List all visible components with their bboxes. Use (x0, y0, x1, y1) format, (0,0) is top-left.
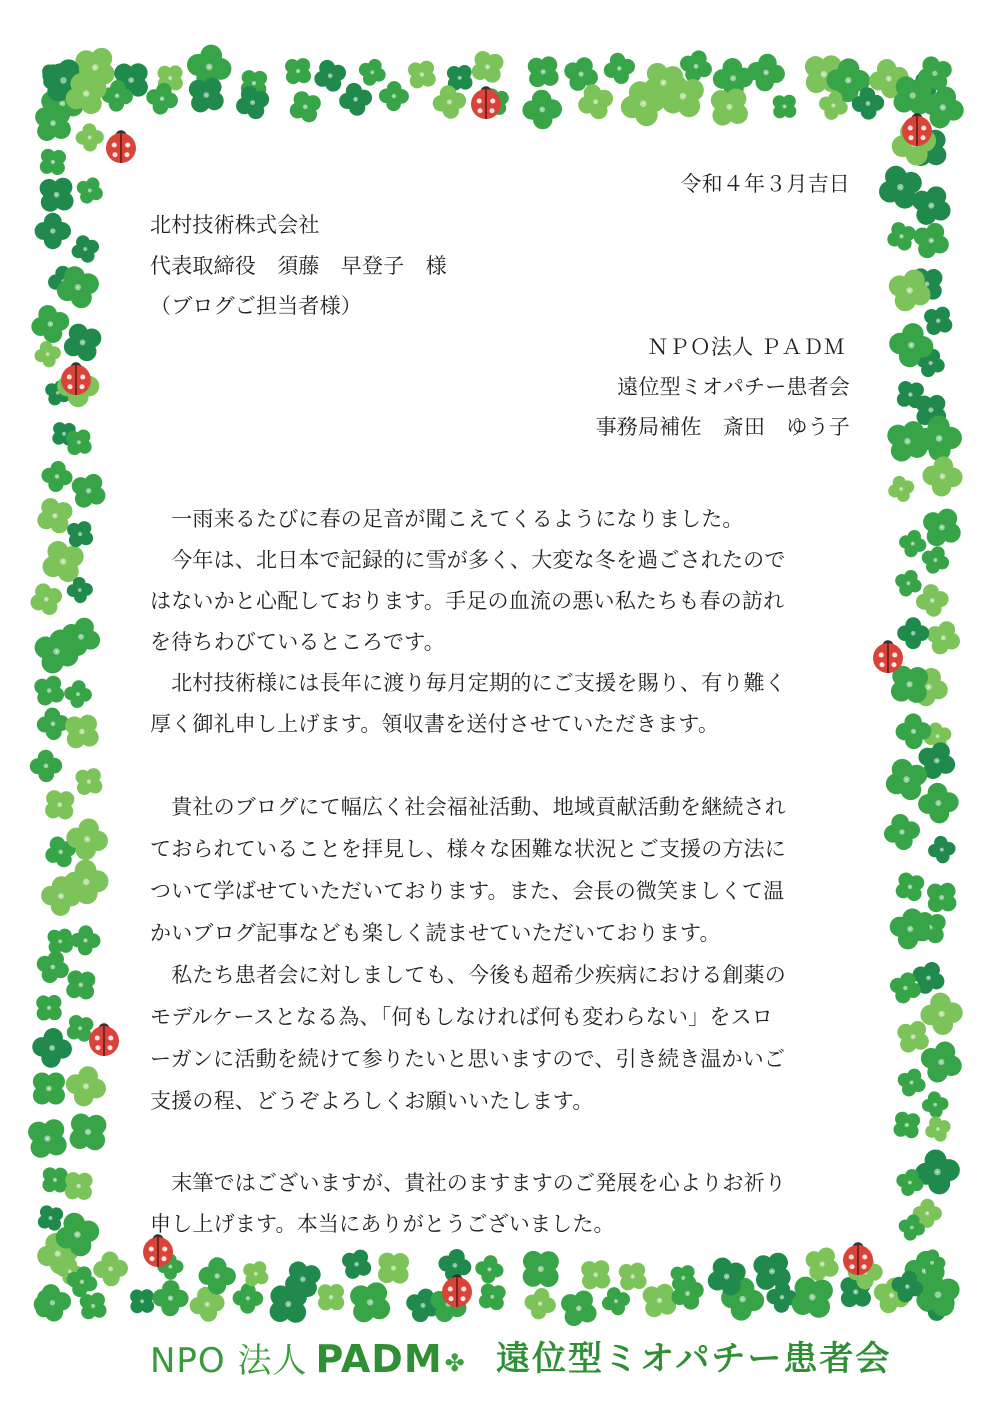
clover-icon (31, 1281, 74, 1324)
clover-icon (35, 706, 70, 741)
clover-icon (519, 47, 568, 96)
clover-icon (378, 81, 409, 112)
clover-icon (152, 1279, 189, 1316)
body-line: ておられていることを拝見し、様々な困難な状況とご支援の方法に (150, 837, 786, 861)
clover-icon (885, 472, 918, 505)
clover-icon (63, 679, 94, 710)
body-line: 一雨来るたびに春の足音が聞こえてくるようになりました。 (150, 507, 744, 531)
body-line: を待ちわびているところです。 (150, 630, 445, 654)
clover-icon (32, 338, 64, 370)
clover-icon (39, 459, 74, 494)
letter-date: 令和４年３月吉日 (680, 172, 850, 196)
ladybug-icon (143, 1234, 173, 1267)
body-line: 末筆ではございますが、貴社のますますのご発展を心よりお祈り (150, 1171, 786, 1195)
clover-icon (27, 669, 71, 713)
clover-mark-icon: ✤ (444, 1348, 466, 1377)
ladybug-icon (106, 130, 136, 163)
clover-icon (72, 172, 108, 208)
body-line: 私たち患者会に対しましても、今後も超希少疾病における創薬の (150, 963, 786, 987)
body-line: 厚く御礼申し上げます。領収書を送付させていただきます。 (150, 712, 720, 736)
clover-icon (28, 987, 70, 1029)
clover-icon (59, 1102, 118, 1161)
clover-icon (553, 1282, 605, 1334)
ladybug-icon (902, 113, 932, 146)
clover-icon (916, 781, 960, 825)
clover-icon (277, 50, 319, 92)
clover-icon (67, 231, 103, 267)
footer-brand: PADM (315, 1337, 443, 1381)
body-line: モデルケースとなる為、「何もしなければ何も変わらない」をスロ (150, 1005, 773, 1029)
clover-icon (472, 1276, 513, 1317)
body-line: 支援の程、どうぞよろしくお願いいたします。 (150, 1089, 594, 1113)
clover-icon (230, 80, 275, 125)
clover-icon (920, 1090, 950, 1120)
clover-icon (921, 615, 966, 660)
ladybug-icon (843, 1242, 873, 1275)
recipient-person: 代表取締役 須藤 早登子 様 (150, 254, 447, 278)
clover-icon (897, 617, 929, 649)
clover-icon (283, 85, 327, 129)
body-line: 北村技術様には長年に渡り毎月定期的にご支援を賜り、有り難く (150, 671, 786, 695)
sender-org: ＮＰＯ法人 ＰＡＤＭ (647, 335, 845, 359)
clover-icon (70, 925, 101, 956)
body-line: 貴社のブログにて幅広く社会福祉活動、地域貢献活動を継続され (150, 795, 786, 819)
sender-person: 事務局補佐 斎田 ゆう子 (595, 415, 850, 439)
clover-icon (400, 53, 443, 96)
clover-icon (335, 1243, 377, 1285)
ladybug-icon (442, 1274, 472, 1307)
recipient-note: （ブログご担当者様） (150, 294, 362, 318)
clover-icon (600, 49, 638, 87)
ladybug-icon (89, 1023, 119, 1056)
clover-icon (68, 761, 110, 803)
body-line: はないかと心配しております。手足の血流の悪い私たちも春の訪れ (150, 589, 785, 613)
footer-org (150, 1334, 466, 1384)
clover-icon (473, 1253, 505, 1285)
clover-icon (35, 213, 71, 249)
footer-name: 遠位型ミオパチー患者会 (496, 1339, 892, 1379)
clover-icon (895, 713, 932, 750)
clover-icon (18, 1109, 78, 1169)
recipient-company: 北村技術株式会社 (150, 213, 320, 237)
clover-icon (25, 578, 68, 621)
clover-icon (921, 1112, 955, 1146)
sender-group: 遠位型ミオパチー患者会 (617, 375, 850, 399)
body-line: ーガンに活動を続けて参りたいと思いますので、引き続き温かいご (150, 1047, 786, 1071)
clover-icon (309, 55, 351, 97)
clover-icon (765, 87, 803, 125)
clover-icon (75, 123, 105, 153)
ladybug-icon (873, 640, 903, 673)
body-line: ついて学ばせていただいております。また、会長の微笑ましくて温 (150, 879, 785, 903)
clover-icon (921, 455, 965, 499)
body-line: 今年は、北日本で記録的に雪が多く、大変な冬を過ごされたので (150, 548, 786, 572)
clover-icon (354, 54, 390, 90)
footer-org-label: NPO 法人 (150, 1341, 308, 1381)
clover-icon (56, 705, 109, 758)
clover-icon (889, 866, 931, 908)
clover-icon (62, 1062, 110, 1110)
ladybug-icon (61, 362, 91, 395)
clover-icon (232, 1282, 264, 1314)
body-line: かいブログ記事なども楽しく読ませていただいております。 (150, 921, 721, 945)
clover-icon (521, 89, 563, 131)
clover-icon (881, 811, 924, 854)
clover-icon (893, 1064, 930, 1101)
clover-icon (92, 1250, 129, 1287)
clover-icon (36, 781, 83, 828)
body-line: 申し上げます。本当にありがとうございました。 (150, 1212, 615, 1236)
clover-icon (745, 51, 788, 94)
clover-icon (886, 904, 935, 953)
clover-icon (926, 834, 957, 865)
clover-icon (886, 1104, 927, 1145)
clover-icon (32, 141, 74, 183)
clover-icon (29, 749, 63, 783)
clover-icon (522, 1285, 559, 1322)
